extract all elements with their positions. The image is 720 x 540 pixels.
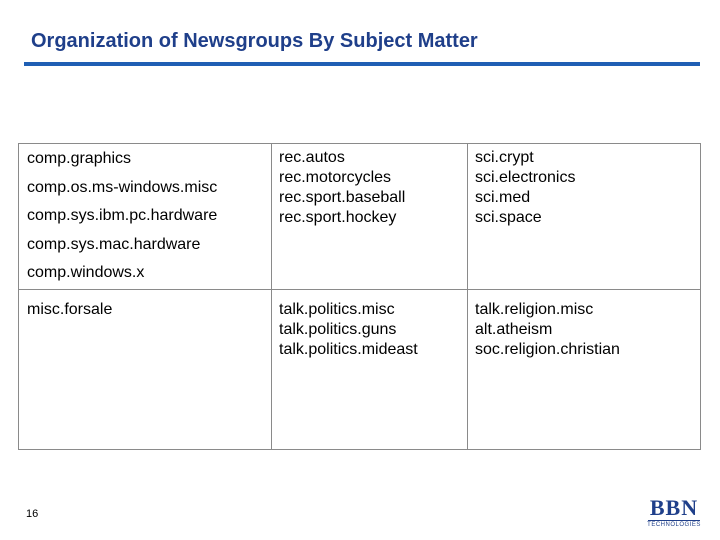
newsgroup-item: comp.os.ms-windows.misc	[27, 178, 218, 196]
cell-sci-groups	[475, 148, 575, 228]
cell-misc-groups	[27, 300, 112, 320]
newsgroup-item: misc.forsale	[27, 301, 113, 318]
newsgroup-item: talk.politics.misc	[279, 301, 395, 318]
logo-wordmark: BBN	[649, 495, 699, 520]
newsgroup-item: comp.graphics	[27, 150, 132, 167]
cell-comp-groups	[27, 145, 217, 288]
cell-rec-groups	[279, 148, 405, 228]
logo-tagline: TECHNOLOGIES	[647, 522, 701, 528]
newsgroup-item: alt.atheism	[475, 321, 553, 338]
newsgroup-item: comp.sys.ibm.pc.hardware	[27, 207, 218, 224]
logo-divider	[648, 520, 700, 521]
newsgroup-item: rec.motorcycles	[279, 169, 392, 186]
newsgroup-item: comp.windows.x	[27, 264, 145, 281]
newsgroup-item: sci.crypt	[475, 149, 534, 166]
newsgroup-table	[18, 143, 701, 450]
cell-religion-groups	[475, 300, 620, 360]
newsgroup-item: talk.religion.misc	[475, 301, 594, 318]
newsgroup-item: soc.religion.christian	[475, 341, 620, 358]
column-divider	[467, 144, 468, 449]
page-number: 16	[26, 508, 39, 520]
newsgroup-item: sci.electronics	[475, 169, 576, 186]
slide-title: Organization of Newsgroups By Subject Matter	[31, 30, 478, 52]
newsgroup-item: rec.autos	[279, 149, 345, 166]
newsgroup-item: rec.sport.baseball	[279, 189, 406, 206]
newsgroup-item: comp.sys.mac.hardware	[27, 235, 201, 253]
bbn-logo	[642, 497, 706, 531]
cell-talk-politics-groups	[279, 300, 418, 360]
newsgroup-item: talk.politics.mideast	[279, 341, 418, 358]
newsgroup-item: sci.space	[475, 209, 542, 226]
column-divider	[271, 144, 272, 449]
newsgroup-item: sci.med	[475, 189, 531, 206]
title-underline	[24, 62, 700, 66]
newsgroup-item: talk.politics.guns	[279, 321, 397, 338]
newsgroup-item: rec.sport.hockey	[279, 209, 397, 226]
row-divider	[19, 289, 700, 290]
